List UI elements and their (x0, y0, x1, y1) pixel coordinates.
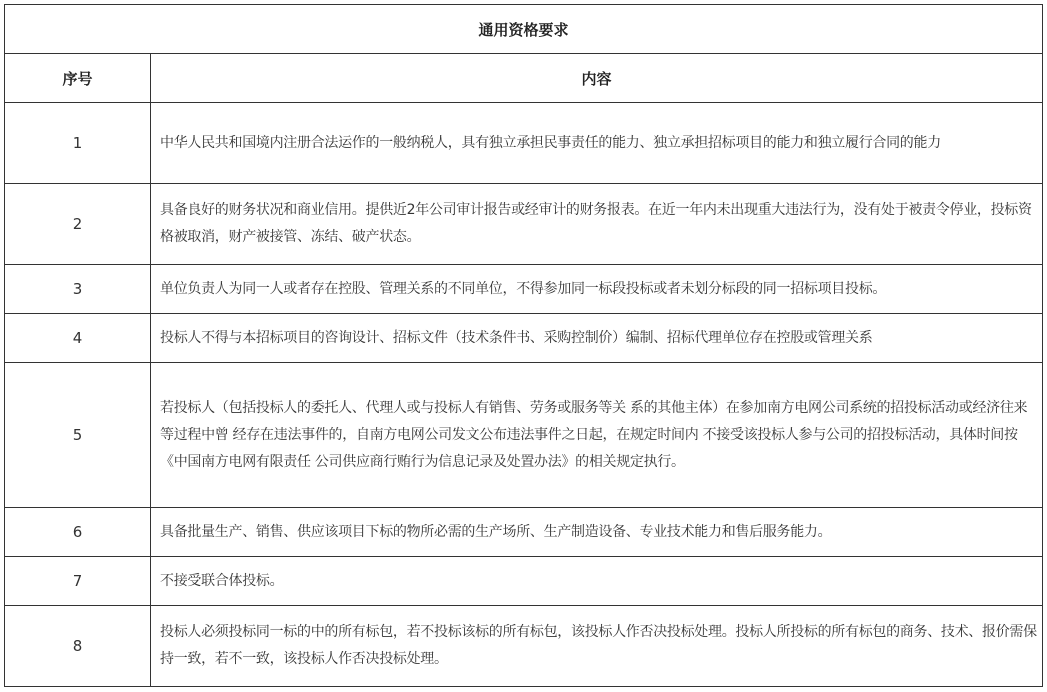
row-index: 4 (5, 314, 151, 363)
table-title-row (5, 5, 1043, 54)
table-header-row (5, 54, 1043, 103)
table-row (5, 314, 1043, 363)
row-index: 7 (5, 557, 151, 606)
row-content: 若投标人（包括投标人的委托人、代理人或与投标人有销售、劳务或服务等关 系的其他主体）在参加南方电网公司系统的招投标活动或经济往来等过程中曾 经存在违法事件的，自南方电网公司发文公布违法事件之日起，在规定时间内 不接受该投标人参与公司的招投标活动，具体时间按《中国南方电网有限责任 公司供应商行贿行为信息记录及处置办法》的相关规定执行。 (151, 363, 1043, 508)
row-content: 不接受联合体投标。 (151, 557, 1043, 606)
row-content: 具备良好的财务状况和商业信用。提供近2年公司审计报告或经审计的财务报表。在近一年内未出现重大违法行为，没有处于被责令停业，投标资格被取消，财产被接管、冻结、破产状态。 (151, 184, 1043, 265)
table-row (5, 265, 1043, 314)
table-row (5, 508, 1043, 557)
row-index: 3 (5, 265, 151, 314)
row-content: 中华人民共和国境内注册合法运作的一般纳税人，具有独立承担民事责任的能力、独立承担招标项目的能力和独立履行合同的能力 (151, 103, 1043, 184)
table-row (5, 557, 1043, 606)
row-index: 6 (5, 508, 151, 557)
row-index: 1 (5, 103, 151, 184)
qualification-table (4, 4, 1043, 687)
row-index: 5 (5, 363, 151, 508)
row-content: 单位负责人为同一人或者存在控股、管理关系的不同单位，不得参加同一标段投标或者未划分标段的同一招标项目投标。 (151, 265, 1043, 314)
header-content: 内容 (151, 54, 1043, 103)
table-row (5, 606, 1043, 687)
table-row (5, 184, 1043, 265)
row-content: 投标人必须投标同一标的中的所有标包，若不投标该标的所有标包，该投标人作否决投标处理。投标人所投标的所有标包的商务、技术、报价需保持一致，若不一致，该投标人作否决投标处理。 (151, 606, 1043, 687)
table-row (5, 363, 1043, 508)
row-content: 具备批量生产、销售、供应该项目下标的物所必需的生产场所、生产制造设备、专业技术能力和售后服务能力。 (151, 508, 1043, 557)
header-index: 序号 (5, 54, 151, 103)
table-title: 通用资格要求 (5, 5, 1043, 54)
table-row (5, 103, 1043, 184)
row-content: 投标人不得与本招标项目的咨询设计、招标文件（技术条件书、采购控制价）编制、招标代理单位存在控股或管理关系 (151, 314, 1043, 363)
row-index: 2 (5, 184, 151, 265)
row-index: 8 (5, 606, 151, 687)
qualification-table-container (4, 4, 1042, 687)
